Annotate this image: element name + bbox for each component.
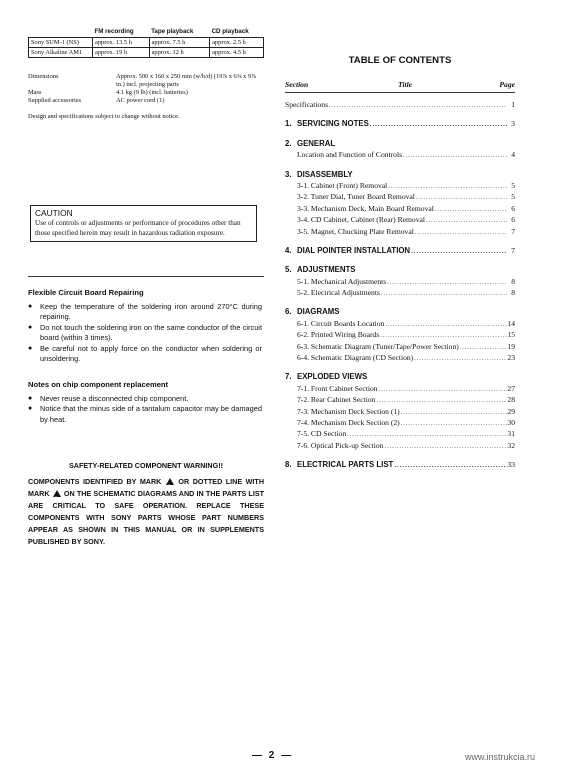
toc-entry[interactable] [285,372,515,383]
toc-entry[interactable] [285,246,515,257]
leader-dots [346,432,507,438]
toc-entry[interactable] [285,384,515,395]
toc-entry-page: 5 [511,180,515,190]
spec-label: Dimensions [28,73,59,80]
design-note: Design and specifications subject to change without notice. [28,113,180,120]
col-page: Page [499,80,515,89]
toc-entry-page: 1 [511,100,515,109]
toc-entry-text: 5-1. Mechanical Adjustments [297,276,387,286]
toc-entry[interactable] [285,418,515,429]
toc-entry[interactable] [285,215,515,226]
toc-entry-text: EXPLODED VIEWS [297,372,368,382]
list-item [28,323,262,344]
toc-entry-text: 3-4. CD Cabinet, Cabinet (Rear) Removal [297,215,426,225]
specifications-block [28,28,264,120]
toc-entry-title [285,372,367,381]
toc-entry-number: 3. [285,169,292,179]
table-cell: approx. 19 h [93,48,150,58]
bullet-text: Do not touch the soldering iron on the same conductor of the circuit board (within 3 times). [40,322,262,343]
toc-entry[interactable] [285,342,515,353]
spec-row [28,97,264,105]
table-header: FM recording [94,28,134,35]
toc-list [285,100,515,472]
toc-entry-title [297,407,400,416]
toc-entry-number: 2. [285,138,292,148]
leader-dots [393,463,507,469]
toc-entry[interactable] [285,460,515,471]
toc-entry-title [297,418,400,427]
table-cell: approx. 13.5 h [93,38,150,48]
toc-entry-number: 5. [285,265,292,275]
bullet-icon: ● [28,344,33,352]
spec-row [28,89,264,97]
toc-entry[interactable] [285,407,515,418]
table-header-row [29,28,264,38]
toc-entry-title [297,277,386,286]
flex-board-section [28,288,262,364]
toc-entry[interactable] [285,265,515,276]
toc-entry-title [285,139,335,148]
toc-entry-title [297,353,413,362]
toc-entry[interactable] [285,395,515,406]
toc-entry-title [285,307,339,316]
toc-entry-text: SERVICING NOTES [297,119,369,129]
toc-entry[interactable] [285,319,515,330]
toc-entry[interactable] [285,181,515,192]
toc-entry[interactable] [285,330,515,341]
toc-title: TABLE OF CONTENTS [348,55,452,66]
toc-entry-text: ELECTRICAL PARTS LIST [297,460,394,470]
spec-label: Mass [28,89,42,96]
toc-entry-text: Location and Function of Controls [297,150,403,160]
toc-entry-title [285,170,353,179]
toc-entry-text: 3-5. Magnet, Chucking Plate Removal [297,226,414,236]
caution-text: Use of controls or adjustments or performance of procedures other than those specified herein may result in hazardous radiation exposure. [35,219,241,237]
table-cell: approx. 7.5 h [149,38,210,48]
bullet-text: Never reuse a disconnected chip component. [40,394,189,403]
leader-dots [415,195,507,201]
toc-entry-page: 3 [511,119,515,129]
toc-entry-page: 30 [507,417,515,427]
toc-entry-title [285,460,393,469]
caution-title: CAUTION [35,208,73,218]
col-section: Section [285,80,309,89]
spec-value: AC power cord (1) [116,97,165,104]
leader-dots [459,345,507,351]
toc-entry[interactable] [285,441,515,452]
toc-entry-title [297,319,384,328]
toc-entry-page: 33 [507,460,515,470]
toc-entry[interactable] [285,119,515,130]
toc-entry-text: 3-3. Mechanism Deck, Main Board Removal [297,203,434,213]
col-title: Title [398,80,413,89]
table-row [29,48,264,58]
leader-dots [434,207,507,213]
toc-entry-page: 5 [511,192,515,202]
toc-entry[interactable] [285,150,515,161]
bullet-text: Notice that the minus side of a tantalum capacitor may be damaged by heat. [40,404,262,424]
toc-entry-text: DISASSEMBLY [297,169,353,179]
leader-dots [413,356,507,362]
toc-entry-page: 7 [511,226,515,236]
safety-text: COMPONENTS IDENTIFIED BY MARK [28,477,162,486]
leader-dots [410,249,507,255]
site-watermark: www.instrukcia.ru [465,752,536,762]
toc-entry-page: 8 [511,288,515,298]
toc-entry-text: 3-2. Tuner Dial, Tuner Board Removal [297,192,415,202]
toc-entry-title [285,246,410,255]
spec-value: Approx. 500 x 160 x 250 mm (w/h/d) (19⅞ x 6⅜ x 9⅞ in.) incl. projecting parts [116,73,256,88]
toc-entry-title [297,181,387,190]
toc-group [285,307,515,364]
toc-entry[interactable] [285,100,515,111]
table-cell: approx. 12 h [149,48,210,58]
toc-entry-text: DIAL POINTER INSTALLATION [297,245,411,255]
toc-entry-title [285,100,328,109]
toc-entry-page: 14 [507,318,515,328]
toc-entry-text: 7-2. Rear Cabinet Section [297,395,376,405]
leader-dots [400,410,507,416]
toc-entry[interactable] [285,277,515,288]
table-row [29,38,264,48]
toc-entry-text: 6-3. Schematic Diagram (Tuner/Tape/Power Section) [297,341,459,351]
toc-entry-text: 6-1. Circuit Boards Location [297,318,385,328]
caution-box [30,205,257,242]
toc-entry-number: 7. [285,372,292,382]
spec-value: 4.1 kg (9 lb) (incl. batteries) [116,89,188,96]
toc-group [285,100,515,111]
toc-entry-text: 7-6. Optical Pick-up Section [297,440,384,450]
toc-entry-title [285,265,355,274]
toc-entry-page: 29 [507,406,515,416]
toc-entry-page: 4 [511,150,515,160]
leader-dots [386,280,507,286]
leader-dots [414,230,507,236]
list-item [28,404,262,425]
leader-dots [402,153,507,159]
toc-group [285,119,515,130]
toc-entry-number: 8. [285,460,292,470]
leader-dots [387,184,507,190]
section-divider [28,276,264,277]
safety-body [28,476,264,548]
toc-entry-title [297,288,380,297]
toc-entry-page: 27 [507,383,515,393]
toc-entry-title [297,384,378,393]
toc-entry-title [297,429,346,438]
bullet-text: Be careful not to apply force on the conductor when soldering or unsoldering. [40,343,262,364]
toc-entry-title [297,215,425,224]
toc-entry-page: 23 [507,353,515,363]
bullet-text: Keep the temperature of the soldering iron around 270°C during repairing. [40,302,262,322]
toc-entry-title [297,441,383,450]
toc-entry[interactable] [285,353,515,364]
toc-entry[interactable] [285,227,515,238]
playback-time-table [28,28,264,58]
flex-board-heading: Flexible Circuit Board Repairing [28,288,144,297]
warning-triangle-icon [166,478,174,485]
leader-dots [379,333,507,339]
toc-entry-title [297,204,434,213]
leader-dots [425,218,507,224]
safety-text: OR DOTTED LINE WITH MARK [28,477,265,498]
toc-entry-text: 7-4. Mechanism Deck Section (2) [297,417,400,427]
toc-entry-page: 28 [507,395,515,405]
safety-title: SAFETY-RELATED COMPONENT WARNING!! [69,461,223,470]
toc-entry-number: 6. [285,307,292,317]
leader-dots [383,444,507,450]
chip-heading: Notes on chip component replacement [28,380,169,389]
toc-entry-title [297,150,402,159]
toc-entry-text: 3-1. Cabinet (Front) Removal [297,180,388,190]
toc-entry-page: 31 [507,429,515,439]
table-cell: Sony SUM-1 (NS) [29,38,93,48]
toc-group [285,460,515,471]
warning-triangle-icon [53,490,61,497]
toc-entry-title [297,192,415,201]
list-item [28,344,262,365]
toc-entry-page: 7 [511,245,515,255]
toc-entry-text: 6-4. Schematic Diagram (CD Section) [297,353,414,363]
toc-entry[interactable] [285,429,515,440]
toc-entry-title [297,342,459,351]
toc-entry-title [285,119,369,128]
toc-group [285,372,515,452]
list-item [28,394,262,404]
bullet-icon: ● [28,323,33,331]
toc-entry-text: GENERAL [297,138,336,148]
table-header: CD playback [211,28,249,35]
toc-entry-page: 6 [511,203,515,213]
leader-dots [375,398,507,404]
toc-entry-number: 4. [285,245,292,255]
toc-group [285,139,515,162]
toc-entry-page: 19 [507,341,515,351]
toc-entry-text: DIAGRAMS [297,307,340,317]
toc-entry-text: 7-5. CD Section [297,429,347,439]
leader-dots [328,103,507,109]
page-number: — 2 — [252,750,294,761]
toc-entry-page: 15 [507,330,515,340]
toc-entry-text: 7-1. Front Cabinet Section [297,383,378,393]
leader-dots [380,291,507,297]
toc-entry[interactable] [285,139,515,150]
toc-entry-text: 7-3. Mechanism Deck Section (1) [297,406,400,416]
table-header: Tape playback [151,28,194,35]
chip-section [28,380,262,425]
spec-label: Supplied accessories [28,97,82,104]
leader-dots [400,421,507,427]
toc-entry-page: 8 [511,276,515,286]
toc-entry-title [297,395,375,404]
toc-entry-text: 6-2. Printed Wiring Boards [297,330,380,340]
toc-entry[interactable] [285,288,515,299]
toc-group [285,265,515,299]
bullet-icon: ● [28,395,33,402]
toc-entry-text: ADJUSTMENTS [297,265,356,275]
spec-list [28,73,264,105]
toc-entry-number: 1. [285,119,292,129]
toc-entry-page: 6 [511,215,515,225]
spec-row [28,73,264,89]
toc-entry-text: 5-2. Electrical Adjustments [297,288,380,298]
toc-entry[interactable] [285,204,515,215]
leader-dots [369,122,507,128]
leader-dots [384,322,507,328]
toc-divider [285,92,515,93]
table-header [29,28,93,38]
toc-entry[interactable] [285,192,515,203]
table-cell: Sony Alkaline AM1 [29,48,93,58]
toc-entry[interactable] [285,170,515,181]
bullet-icon: ● [28,405,33,413]
bullet-icon: ● [28,303,33,310]
safety-text: ON THE SCHEMATIC DIAGRAMS AND IN THE PARTS LIST ARE CRITICAL TO SAFE OPERATION. REPLACE THESE COMPONENTS WITH SONY PARTS WHOSE PART NUMBERS APPEAR AS SHOWN IN THIS MANUAL OR IN SUPPLEMENTS PUBLISHED BY SONY. [28,489,264,546]
list-item [28,302,262,323]
toc-entry-title [297,227,414,236]
toc-entry[interactable] [285,307,515,318]
toc-group [285,170,515,238]
table-cell: approx. 4.5 h [210,48,264,58]
toc-group [285,246,515,257]
toc-entry-title [297,330,379,339]
table-cell: approx. 2.5 h [210,38,264,48]
toc-entry-page: 32 [507,440,515,450]
leader-dots [378,387,507,393]
toc-entry-text: Specifications [285,100,329,109]
